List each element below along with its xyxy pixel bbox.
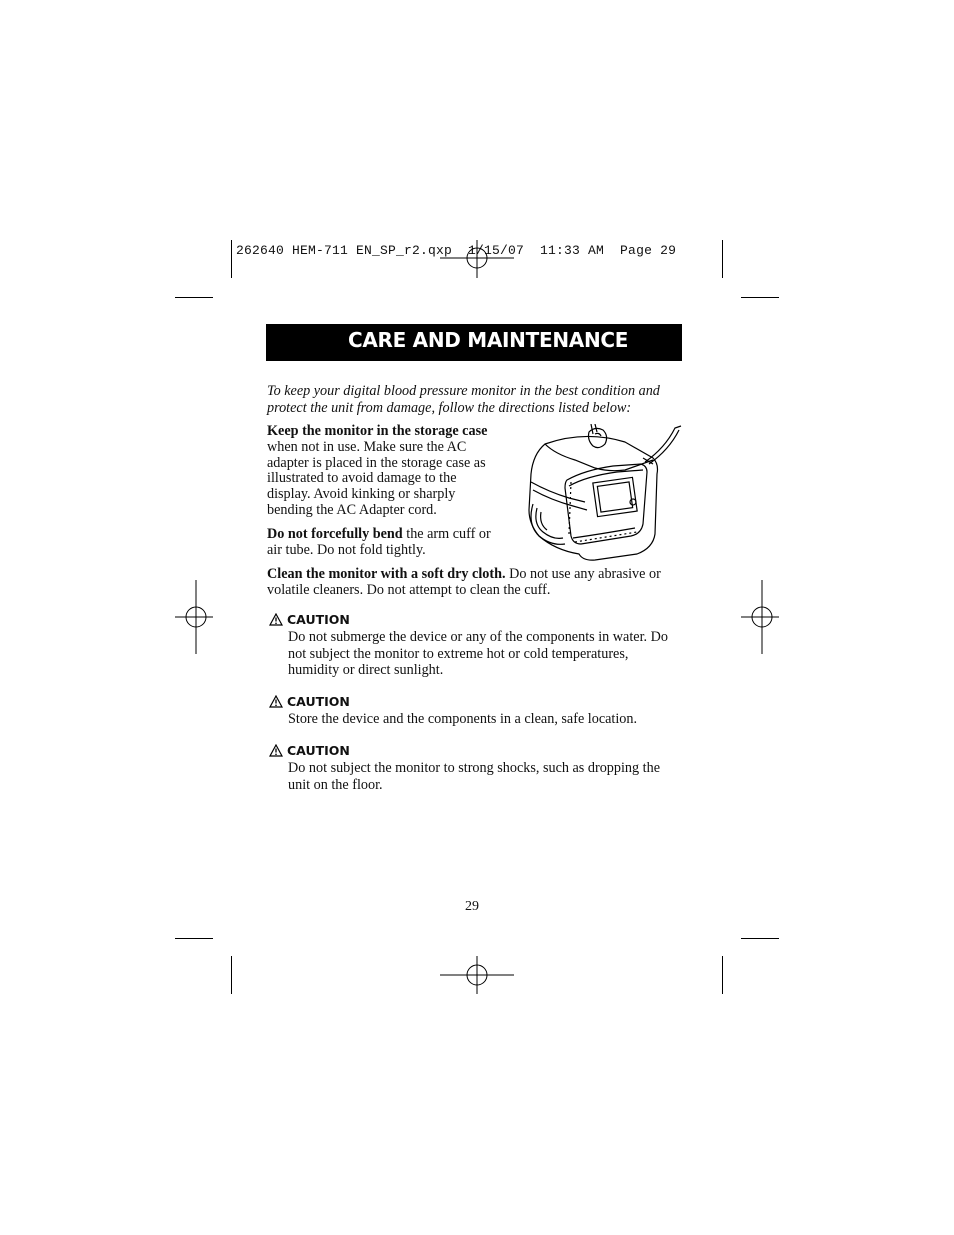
caution-heading-1 (269, 612, 679, 627)
caution-label-1: CAUTION (287, 612, 350, 627)
section-title: CARE AND MAINTENANCE (348, 328, 629, 352)
paragraph-do-not-bend (267, 527, 502, 559)
caution-label-2: CAUTION (287, 694, 350, 709)
caution-block-1 (269, 612, 679, 679)
caution-heading-3 (269, 743, 679, 758)
intro-text: To keep your digital blood pressure monitor in the best condition and protect the unit from damage, follow the directions listed below: (267, 383, 660, 416)
page-number: 29 (465, 899, 479, 914)
print-slug: 262640 HEM-711 EN_SP_r2.qxp 1/15/07 11:33 AM Page 29 (236, 243, 677, 258)
section-title-bar (266, 324, 682, 361)
paragraph-clean (267, 567, 679, 599)
caution-block-2 (269, 694, 679, 728)
paragraph-clean-text: Do not use any abrasive or volatile cleaners. Do not attempt to clean the cuff. (267, 566, 661, 598)
caution-block-3 (269, 743, 679, 793)
paragraph-storage-case (267, 424, 495, 519)
warning-triangle-icon (269, 695, 283, 708)
caution-heading-2 (269, 694, 679, 709)
paragraph-storage-case-text: when not in use. Make sure the AC adapter is placed in the storage case as illustrated to avoid damage to the display. Avoid kinking or sharply bending the AC Adapter cord. (267, 438, 486, 518)
paragraph-clean-bold: Clean the monitor with a soft dry cloth. (267, 566, 506, 582)
warning-triangle-icon (269, 613, 283, 626)
warning-triangle-icon (269, 744, 283, 757)
caution-text-2: Store the device and the components in a clean, safe location. (288, 711, 638, 727)
caution-label-3: CAUTION (287, 743, 350, 758)
caution-text-3: Do not subject the monitor to strong shocks, such as dropping the unit on the floor. (288, 760, 660, 793)
paragraph-storage-case-bold: Keep the monitor in the storage case (267, 423, 488, 439)
paragraph-do-not-bend-text: the arm cuff or air tube. Do not fold tightly. (267, 526, 491, 558)
caution-text-1: Do not submerge the device or any of the components in water. Do not subject the monitor to extreme hot or cold temperatures, humidity or direct sunlight. (288, 629, 668, 678)
storage-case-illustration (525, 424, 685, 564)
paragraph-do-not-bend-bold: Do not forcefully bend (267, 526, 403, 542)
